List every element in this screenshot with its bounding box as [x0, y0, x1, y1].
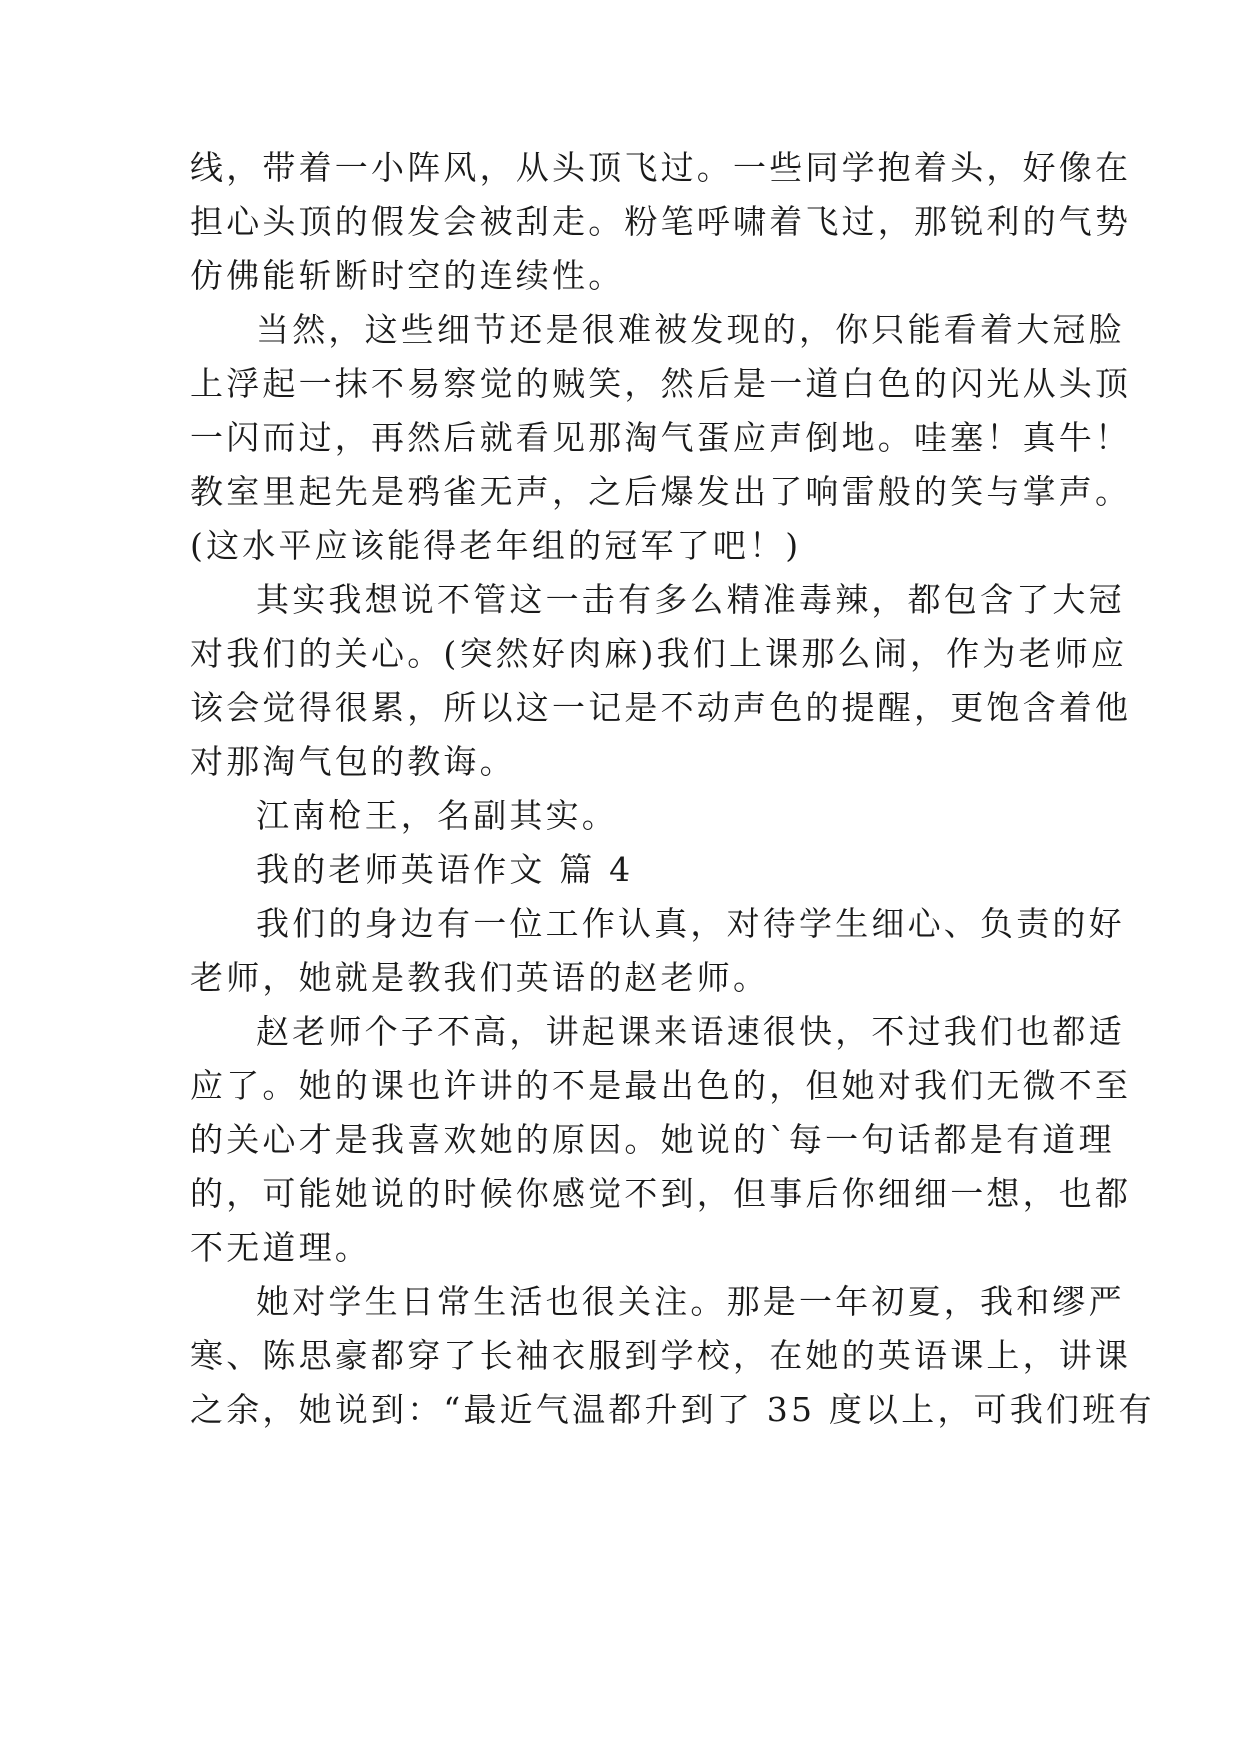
paragraph-line: 寒、陈思豪都穿了长袖衣服到学校，在她的英语课上，讲课 — [190, 1336, 1132, 1375]
paragraph-line: 线，带着一小阵风，从头顶飞过。一些同学抱着头，好像在 — [190, 148, 1132, 187]
paragraph-line: 不无道理。 — [190, 1228, 371, 1267]
paragraph-first-line: 其实我想说不管这一击有多么精准毒辣，都包含了大冠 — [256, 580, 1125, 619]
paragraph-first-line: 她对学生日常生活也很关注。那是一年初夏，我和缪严 — [256, 1282, 1125, 1321]
paragraph-first-line: 当然，这些细节还是很难被发现的，你只能看着大冠脸 — [256, 310, 1125, 349]
paragraph-line: (这水平应该能得老年组的冠军了吧！) — [190, 526, 802, 565]
paragraph-line: 对我们的关心。(突然好肉麻)我们上课那么闹，作为老师应 — [190, 634, 1128, 673]
paragraph-line: 教室里起先是鸦雀无声，之后爆发出了响雷般的笑与掌声。 — [190, 472, 1132, 511]
paragraph-line: 之余，她说到：“最近气温都升到了 35 度以上，可我们班有 — [190, 1390, 1155, 1429]
paragraph-line: 上浮起一抹不易察觉的贼笑，然后是一道白色的闪光从头顶 — [190, 364, 1132, 403]
paragraph-line: 老师，她就是教我们英语的赵老师。 — [190, 958, 770, 997]
paragraph-line: 担心头顶的假发会被刮走。粉笔呼啸着飞过，那锐利的气势 — [190, 202, 1132, 241]
paragraph-line: 仿佛能斩断时空的连续性。 — [190, 256, 625, 295]
paragraph-line: 的，可能她说的时候你感觉不到，但事后你细细一想，也都 — [190, 1174, 1132, 1213]
paragraph-line: 对那淘气包的教诲。 — [190, 742, 516, 781]
paragraph-line: 该会觉得很累，所以这一记是不动声色的提醒，更饱含着他 — [190, 688, 1132, 727]
paragraph-first-line: 赵老师个子不高，讲起课来语速很快，不过我们也都适 — [256, 1012, 1125, 1051]
paragraph-first-line: 我们的身边有一位工作认真，对待学生细心、负责的好 — [256, 904, 1125, 943]
section-heading: 我的老师英语作文 篇 4 — [256, 850, 634, 889]
paragraph-line: 一闪而过，再然后就看见那淘气蛋应声倒地。哇塞！真牛！ — [190, 418, 1132, 457]
paragraph-line: 的关心才是我喜欢她的原因。她说的`每一句话都是有道理 — [190, 1120, 1115, 1159]
paragraph-line: 应了。她的课也许讲的不是最出色的，但她对我们无微不至 — [190, 1066, 1132, 1105]
paragraph-first-line: 江南枪王，名副其实。 — [256, 796, 618, 835]
